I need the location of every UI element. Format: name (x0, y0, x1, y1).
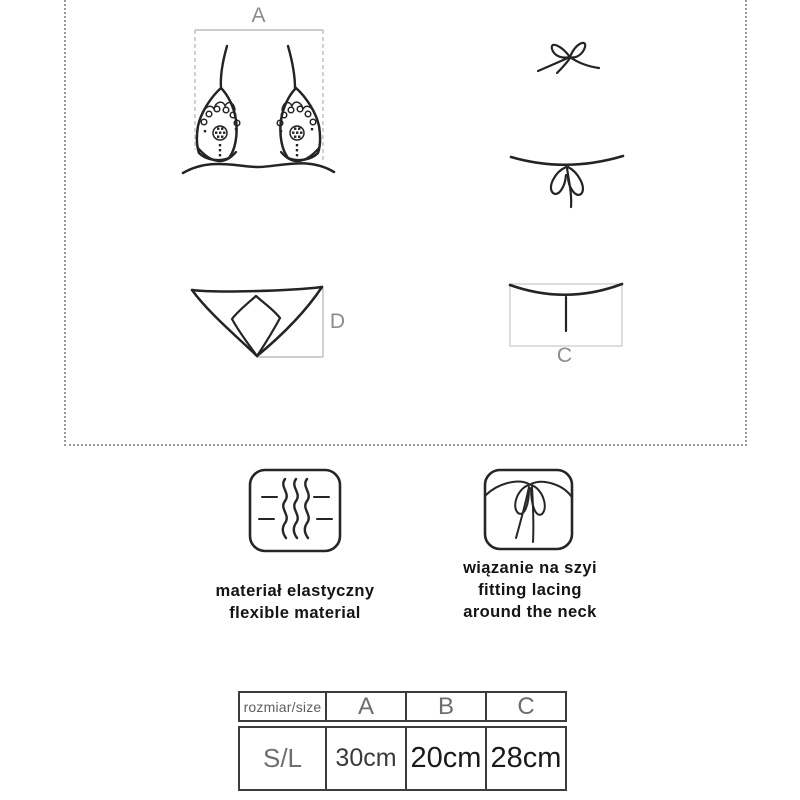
caption-line: materiał elastyczny (215, 582, 375, 600)
size-table-header-cell: rozmiar/size (238, 691, 327, 722)
measurement-label-d: D (329, 310, 347, 333)
bikini-top-front-drawing (183, 46, 334, 173)
caption-line: fitting lacing (478, 581, 582, 599)
size-table-header-cell: C (487, 691, 567, 722)
bikini-top-back-drawing (511, 43, 623, 207)
size-table (238, 691, 567, 791)
size-cell: S/L (238, 726, 327, 791)
caption-line: wiązanie na szyi (463, 559, 597, 577)
measurement-label-c: C (556, 344, 574, 367)
neck-lacing-caption (420, 557, 640, 623)
size-table-data-row (238, 726, 567, 791)
elastic-material-icon (248, 468, 342, 558)
bottoms-front-drawing (192, 287, 322, 356)
caption-line: around the neck (463, 603, 597, 621)
size-table-header-cell: A (327, 691, 407, 722)
neck-lacing-icon (483, 468, 574, 556)
size-table-header-row (238, 691, 567, 722)
caption-line: flexible material (229, 604, 361, 622)
measurement-b-cell: 20cm (407, 726, 487, 791)
measurement-c-cell: 28cm (487, 726, 567, 791)
elastic-material-caption (185, 580, 405, 624)
size-table-header-cell: B (407, 691, 487, 722)
bottoms-back-drawing (510, 284, 622, 331)
measurement-label-a: A (251, 4, 267, 27)
measurement-a-cell: 30cm (327, 726, 407, 791)
